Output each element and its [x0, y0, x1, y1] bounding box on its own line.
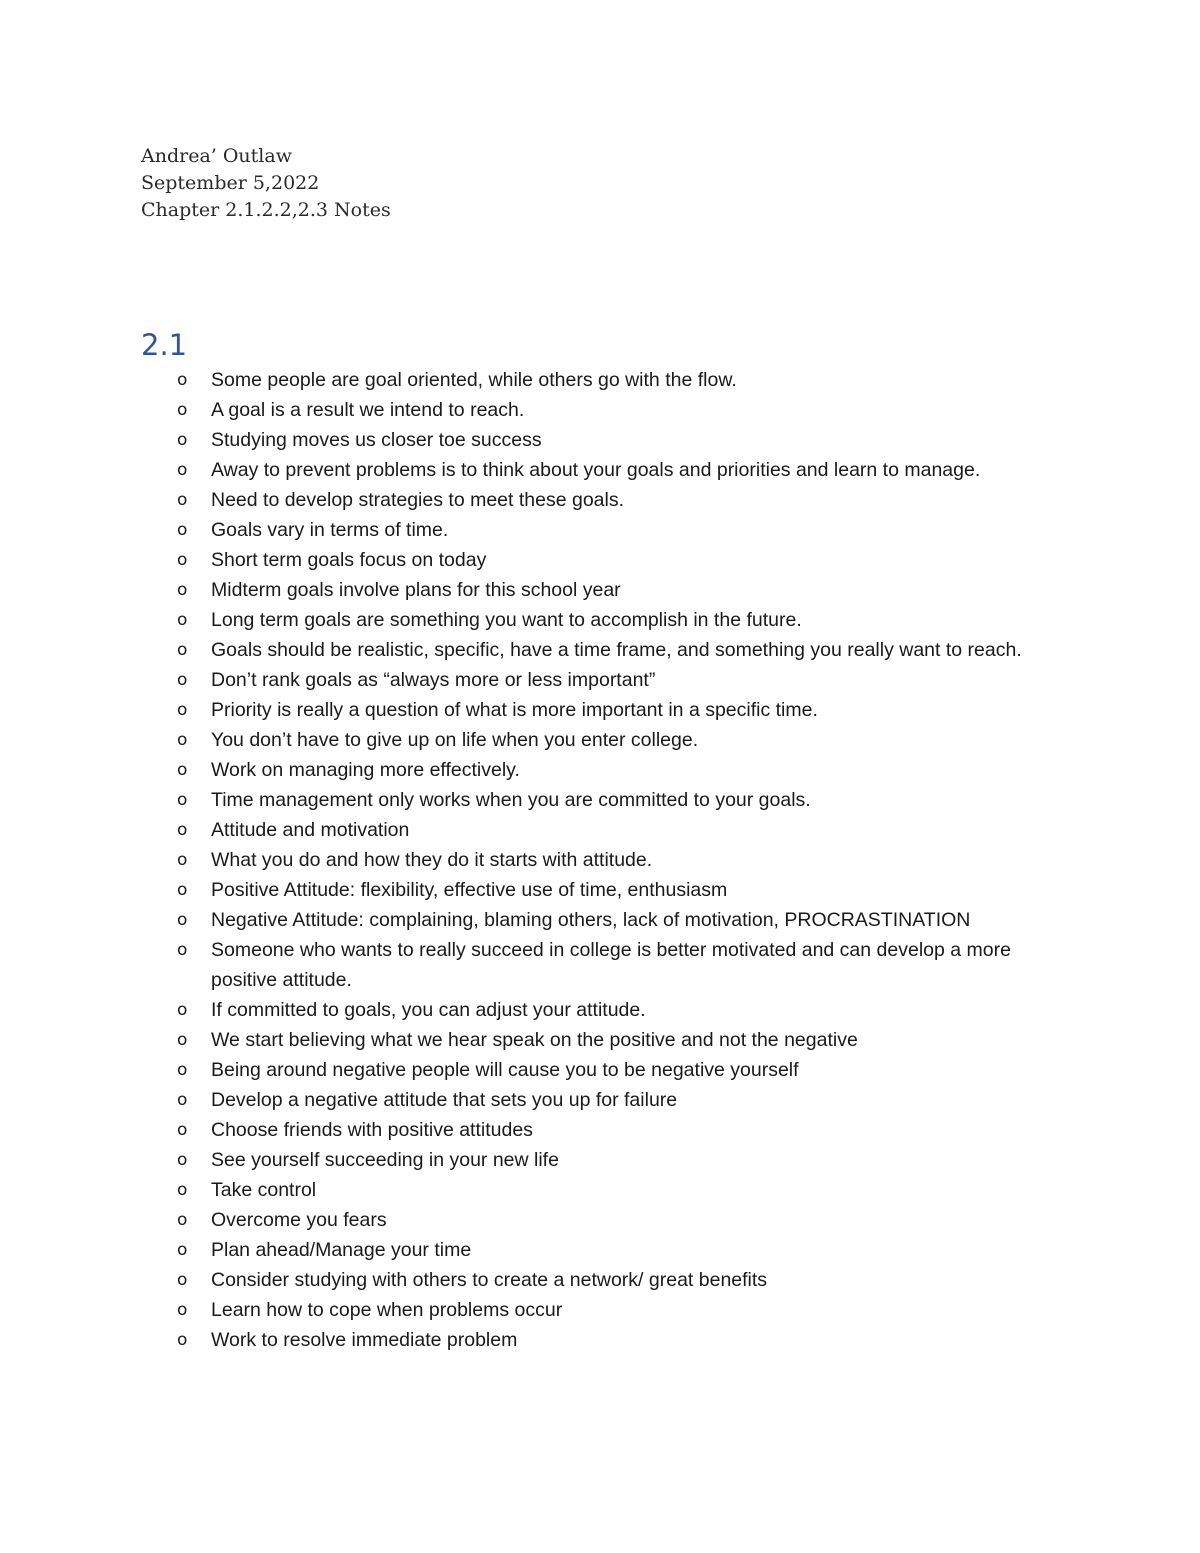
- list-item: [173, 695, 1053, 725]
- list-item-text: Don’t rank goals as “always more or less important”: [211, 669, 656, 691]
- list-item-text: Goals vary in terms of time.: [211, 519, 449, 541]
- circle-bullet-icon: o: [177, 520, 188, 540]
- list-item: [173, 395, 1053, 425]
- circle-bullet-icon: o: [177, 1000, 188, 1020]
- list-item-text: Priority is really a question of what is more important in a specific time.: [211, 699, 818, 721]
- list-item-text: See yourself succeeding in your new life: [211, 1149, 559, 1171]
- list-item-text: Positive Attitude: flexibility, effective use of time, enthusiasm: [211, 879, 728, 901]
- list-item: [173, 725, 1053, 755]
- list-item: [173, 425, 1053, 455]
- list-item-text: Long term goals are something you want to accomplish in the future.: [211, 609, 802, 631]
- list-item: [173, 1325, 1053, 1355]
- circle-bullet-icon: o: [177, 940, 188, 960]
- list-item: [173, 905, 1053, 935]
- document-header: [141, 143, 391, 224]
- list-item: [173, 1175, 1053, 1205]
- list-item-text: Time management only works when you are committed to your goals.: [211, 789, 811, 811]
- list-item: [173, 1115, 1053, 1145]
- document-date: September 5,2022: [141, 172, 320, 194]
- list-item-text: Goals should be realistic, specific, have a time frame, and something you really want to reach.: [211, 639, 1022, 661]
- circle-bullet-icon: o: [177, 1030, 188, 1050]
- circle-bullet-icon: o: [177, 1240, 188, 1260]
- circle-bullet-icon: o: [177, 430, 188, 450]
- circle-bullet-icon: o: [177, 460, 188, 480]
- list-item-text: Develop a negative attitude that sets you up for failure: [211, 1089, 678, 1111]
- circle-bullet-icon: o: [177, 760, 188, 780]
- list-item-text: Some people are goal oriented, while others go with the flow.: [211, 369, 737, 391]
- circle-bullet-icon: o: [177, 370, 188, 390]
- list-item: [173, 995, 1053, 1025]
- list-item-text: Work on managing more effectively.: [211, 759, 520, 781]
- circle-bullet-icon: o: [177, 1300, 188, 1320]
- list-item-text: Someone who wants to really succeed in college is better motivated and can develop a more positive attitude.: [211, 939, 1011, 991]
- circle-bullet-icon: o: [177, 1270, 188, 1290]
- author-name: Andrea’ Outlaw: [141, 145, 292, 167]
- list-item-text: Midterm goals involve plans for this school year: [211, 579, 621, 601]
- list-item-text: Need to develop strategies to meet these goals.: [211, 489, 625, 511]
- circle-bullet-icon: o: [177, 850, 188, 870]
- circle-bullet-icon: o: [177, 1180, 188, 1200]
- circle-bullet-icon: o: [177, 1210, 188, 1230]
- circle-bullet-icon: o: [177, 1090, 188, 1110]
- circle-bullet-icon: o: [177, 730, 188, 750]
- circle-bullet-icon: o: [177, 1150, 188, 1170]
- list-item-text: Choose friends with positive attitudes: [211, 1119, 533, 1141]
- circle-bullet-icon: o: [177, 640, 188, 660]
- list-item-text: Short term goals focus on today: [211, 549, 487, 571]
- circle-bullet-icon: o: [177, 1120, 188, 1140]
- circle-bullet-icon: o: [177, 400, 188, 420]
- list-item: [173, 785, 1053, 815]
- list-item: [173, 635, 1053, 665]
- list-item-text: Plan ahead/Manage your time: [211, 1239, 472, 1261]
- circle-bullet-icon: o: [177, 490, 188, 510]
- list-item-text: Work to resolve immediate problem: [211, 1329, 518, 1351]
- circle-bullet-icon: o: [177, 670, 188, 690]
- list-item-text: What you do and how they do it starts with attitude.: [211, 849, 653, 871]
- list-item-text: Overcome you fears: [211, 1209, 387, 1231]
- list-item: [173, 845, 1053, 875]
- list-item: [173, 875, 1053, 905]
- list-item: [173, 1295, 1053, 1325]
- list-item: [173, 755, 1053, 785]
- notes-list: [173, 365, 1053, 1355]
- circle-bullet-icon: o: [177, 1060, 188, 1080]
- list-item: [173, 485, 1053, 515]
- list-item: [173, 665, 1053, 695]
- list-item: [173, 575, 1053, 605]
- circle-bullet-icon: o: [177, 790, 188, 810]
- circle-bullet-icon: o: [177, 550, 188, 570]
- section-heading: 2.1: [141, 328, 188, 362]
- list-item-text: We start believing what we hear speak on the positive and not the negative: [211, 1029, 858, 1051]
- circle-bullet-icon: o: [177, 610, 188, 630]
- list-item: [173, 515, 1053, 545]
- circle-bullet-icon: o: [177, 820, 188, 840]
- list-item-text: Consider studying with others to create a network/ great benefits: [211, 1269, 768, 1291]
- list-item: [173, 1145, 1053, 1175]
- list-item-text: Being around negative people will cause you to be negative yourself: [211, 1059, 799, 1081]
- list-item: [173, 605, 1053, 635]
- list-item: [173, 1235, 1053, 1265]
- list-item: [173, 455, 1053, 485]
- document-subject: Chapter 2.1.2.2,2.3 Notes: [141, 199, 391, 221]
- circle-bullet-icon: o: [177, 910, 188, 930]
- list-item-text: You don’t have to give up on life when you enter college.: [211, 729, 699, 751]
- circle-bullet-icon: o: [177, 580, 188, 600]
- circle-bullet-icon: o: [177, 1330, 188, 1350]
- list-item: [173, 1025, 1053, 1055]
- list-item-text: Attitude and motivation: [211, 819, 410, 841]
- list-item: [173, 1085, 1053, 1115]
- list-item: [173, 1205, 1053, 1235]
- list-item-text: A goal is a result we intend to reach.: [211, 399, 525, 421]
- list-item: [173, 1055, 1053, 1085]
- list-item-text: If committed to goals, you can adjust your attitude.: [211, 999, 646, 1021]
- list-item-text: Negative Attitude: complaining, blaming others, lack of motivation, PROCRASTINATION: [211, 909, 971, 931]
- circle-bullet-icon: o: [177, 700, 188, 720]
- list-item: [173, 815, 1053, 845]
- list-item-text: Away to prevent problems is to think about your goals and priorities and learn to manage.: [211, 459, 981, 481]
- list-item: [173, 1265, 1053, 1295]
- list-item: [173, 365, 1053, 395]
- list-item: [173, 935, 1053, 995]
- circle-bullet-icon: o: [177, 880, 188, 900]
- list-item: [173, 545, 1053, 575]
- list-item-text: Studying moves us closer toe success: [211, 429, 542, 451]
- list-item-text: Learn how to cope when problems occur: [211, 1299, 563, 1321]
- list-item-text: Take control: [211, 1179, 317, 1201]
